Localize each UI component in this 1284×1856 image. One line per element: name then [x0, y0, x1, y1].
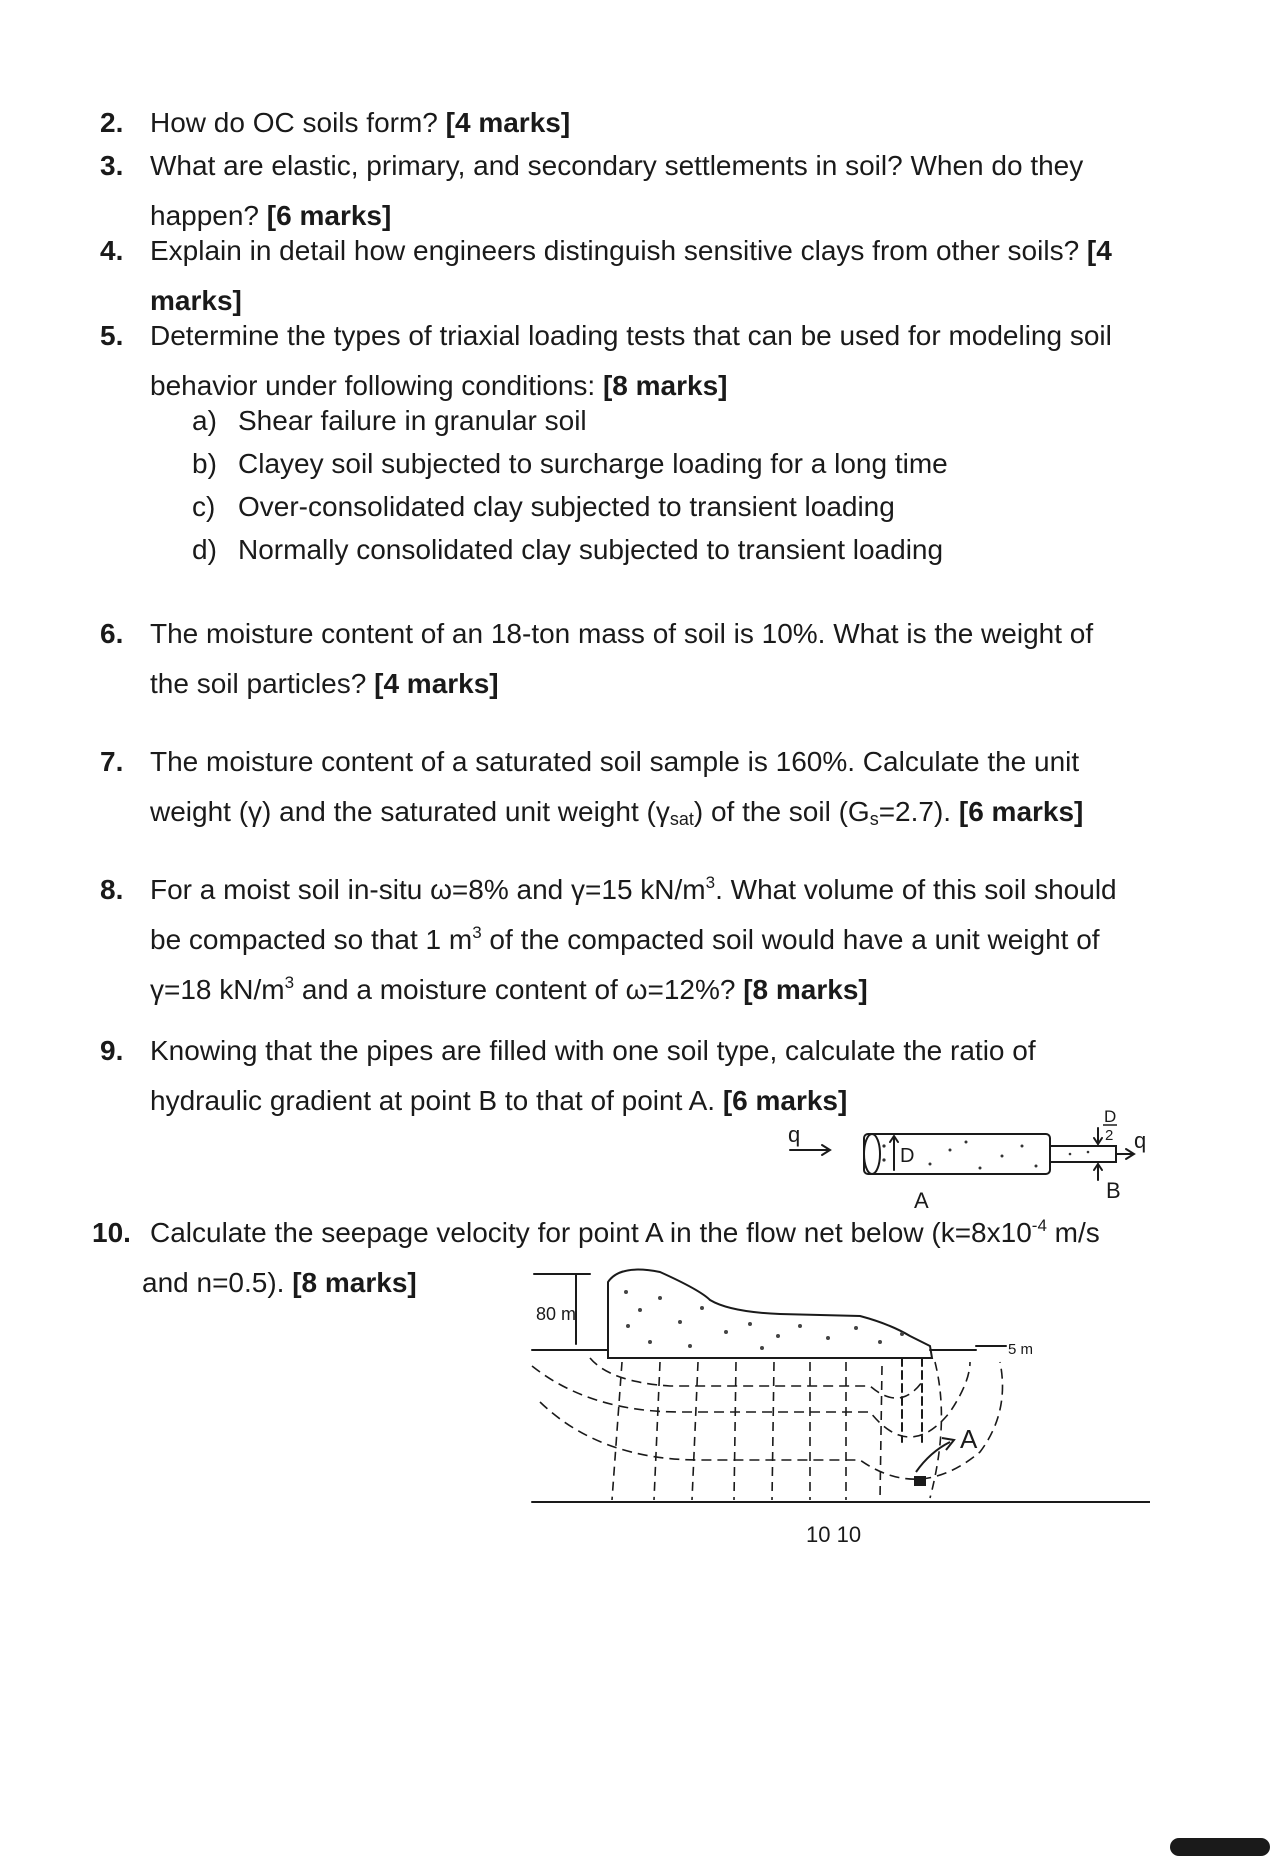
dim-label-d: D	[900, 1145, 915, 1167]
question-text-line: the soil particles?	[150, 668, 367, 699]
question-number: 2.	[100, 107, 124, 138]
height-label: 80 m	[536, 1304, 577, 1324]
marks-label: [6 marks]	[958, 796, 1084, 827]
marks-label: [8 marks]	[743, 974, 868, 1005]
question-text: How do OC soils form?	[150, 107, 438, 138]
item-label: b)	[192, 448, 217, 479]
question-text-line: and n=0.5).	[142, 1267, 285, 1298]
marks-label: marks]	[150, 285, 242, 316]
item-text: Normally consolidated clay subjected to transient loading	[238, 534, 944, 565]
question-7	[100, 737, 1180, 837]
question-number: 8.	[100, 874, 124, 905]
point-a-label: A	[914, 1188, 929, 1213]
flow-label-out: q	[1134, 1128, 1147, 1153]
marks-label: [4 marks]	[445, 107, 571, 138]
pointer-to-a	[916, 1442, 950, 1472]
flow-net-diagram	[530, 1262, 1150, 1562]
soil-dots	[624, 1290, 904, 1350]
question-number: 3.	[100, 150, 124, 181]
question-6	[100, 609, 1180, 709]
item-text: Over-consolidated clay subjected to transient loading	[238, 491, 895, 522]
dam-body	[608, 1270, 932, 1358]
question-text-line: What are elastic, primary, and secondary settlements in soil? When do they	[150, 150, 1084, 181]
question-text-line: Knowing that the pipes are filled with one soil type, calculate the ratio of	[150, 1035, 1036, 1066]
question-text-line: The moisture content of an 18-ton mass of soil is 10%. What is the weight of	[150, 618, 1094, 649]
bottom-label: 10 10	[806, 1522, 862, 1547]
question-number: 10.	[92, 1217, 131, 1248]
dim-label-d2-num: D	[1104, 1107, 1117, 1126]
marks-label: [8 marks]	[602, 370, 728, 401]
list-item	[192, 525, 943, 575]
dim-label-d2-den: 2	[1105, 1127, 1114, 1144]
item-text: Clayey soil subjected to surcharge loading for a long time	[238, 448, 948, 479]
page-tab-indicator	[1170, 1838, 1270, 1856]
question-text-line: Determine the types of triaxial loading tests that can be used for modeling soil	[150, 320, 1112, 351]
item-label: a)	[192, 405, 217, 436]
item-label: d)	[192, 534, 217, 565]
marks-label: [4	[1086, 235, 1112, 266]
question-number: 9.	[100, 1035, 124, 1066]
question-text-line: hydraulic gradient at point B to that of point A.	[150, 1085, 716, 1116]
question-text-line: Explain in detail how engineers distinguish sensitive clays from other soils?	[150, 235, 1080, 266]
question-number: 4.	[100, 235, 124, 266]
small-pipe	[1050, 1146, 1116, 1162]
question-number: 6.	[100, 618, 124, 649]
question-text-line: be compacted so that 1 $m^3$ of the compacted soil would have a unit weight of	[150, 923, 1100, 955]
flow-lines	[532, 1358, 1003, 1479]
question-number: 5.	[100, 320, 124, 351]
item-text: Shear failure in granular soil	[238, 405, 587, 436]
item-label: c)	[192, 491, 216, 522]
tail-label: 5 m	[1008, 1341, 1034, 1358]
marks-label: [4 marks]	[374, 668, 499, 699]
question-text-line: Calculate the seepage velocity for point A in the flow net below ($k=8x10^{-4}$ m/s	[150, 1216, 1100, 1248]
flow-label-in: q	[788, 1122, 801, 1147]
question-text-line: For a moist soil in-situ ω=8% and γ=15 $kN/m^3$. What volume of this soil should	[150, 873, 1117, 905]
question-text-line: happen?	[150, 200, 260, 231]
question-text-line: weight (γ) and the saturated unit weight $(\gamma_{sat})$ of the soil $(G_s=2.7)$. [6 marks]	[150, 796, 1084, 829]
pipe-diagram	[780, 1098, 1150, 1213]
point-b-label: B	[1106, 1178, 1121, 1203]
question-text-line: The moisture content of a saturated soil sample is 160%. Calculate the unit	[150, 746, 1080, 777]
point-a-label: A	[960, 1424, 978, 1454]
question-text-line: behavior under following conditions:	[150, 370, 596, 401]
question-text-line: γ=18 $kN/m^3$ and a moisture content of ω=12%? [8 marks]	[150, 973, 868, 1005]
question-number: 7.	[100, 746, 124, 777]
marks-label: [6 marks]	[722, 1085, 848, 1116]
pipe-inlet	[864, 1134, 880, 1174]
cutoff-wall	[902, 1358, 922, 1442]
marks-label: [8 marks]	[292, 1267, 417, 1298]
marks-label: [6 marks]	[266, 200, 392, 231]
point-a-marker	[914, 1476, 926, 1486]
question-8	[100, 865, 1180, 1015]
equipotential-lines	[612, 1362, 941, 1500]
